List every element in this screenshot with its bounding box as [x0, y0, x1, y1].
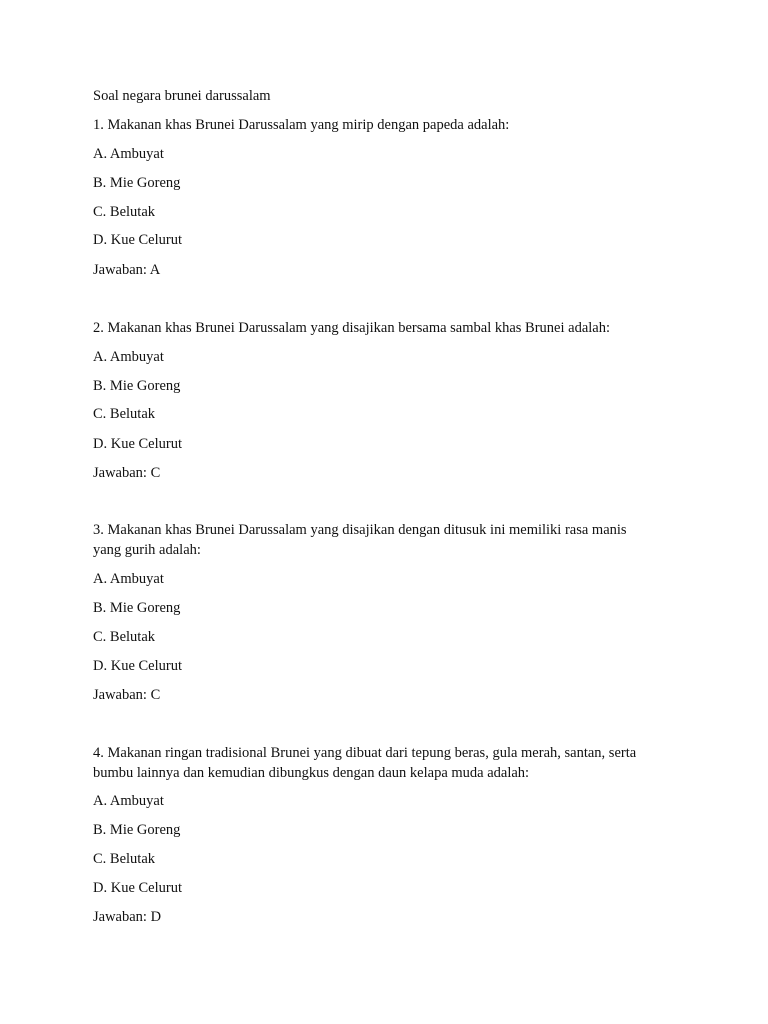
question-text-line2: bumbu lainnya dan kemudian dibungkus dengan daun kelapa muda adalah:: [93, 765, 530, 781]
option-c: C. Belutak: [93, 851, 156, 867]
document-title: Soal negara brunei darussalam: [93, 88, 271, 104]
question-text-line1: 4. Makanan ringan tradisional Brunei yang dibuat dari tepung beras, gula merah, santan, serta: [93, 745, 637, 761]
option-b: B. Mie Goreng: [93, 600, 181, 616]
option-c: C. Belutak: [93, 204, 156, 220]
option-a: A. Ambuyat: [93, 146, 164, 162]
option-d: D. Kue Celurut: [93, 658, 182, 674]
option-a: A. Ambuyat: [93, 571, 164, 587]
option-d: D. Kue Celurut: [93, 880, 182, 896]
question-text: 1. Makanan khas Brunei Darussalam yang mirip dengan papeda adalah:: [93, 117, 510, 133]
question-text-line2: yang gurih adalah:: [93, 542, 201, 558]
option-b: B. Mie Goreng: [93, 378, 181, 394]
answer-text: Jawaban: A: [93, 262, 161, 278]
option-d: D. Kue Celurut: [93, 232, 182, 248]
option-b: B. Mie Goreng: [93, 175, 181, 191]
answer-text: Jawaban: D: [93, 909, 162, 925]
option-a: A. Ambuyat: [93, 793, 164, 809]
option-c: C. Belutak: [93, 629, 156, 645]
answer-text: Jawaban: C: [93, 687, 161, 703]
option-a: A. Ambuyat: [93, 349, 164, 365]
answer-text: Jawaban: C: [93, 465, 161, 481]
question-text-line1: 3. Makanan khas Brunei Darussalam yang disajikan dengan ditusuk ini memiliki rasa manis: [93, 522, 627, 538]
question-text: 2. Makanan khas Brunei Darussalam yang disajikan bersama sambal khas Brunei adalah:: [93, 320, 611, 336]
option-b: B. Mie Goreng: [93, 822, 181, 838]
option-d: D. Kue Celurut: [93, 436, 182, 452]
option-c: C. Belutak: [93, 406, 156, 422]
